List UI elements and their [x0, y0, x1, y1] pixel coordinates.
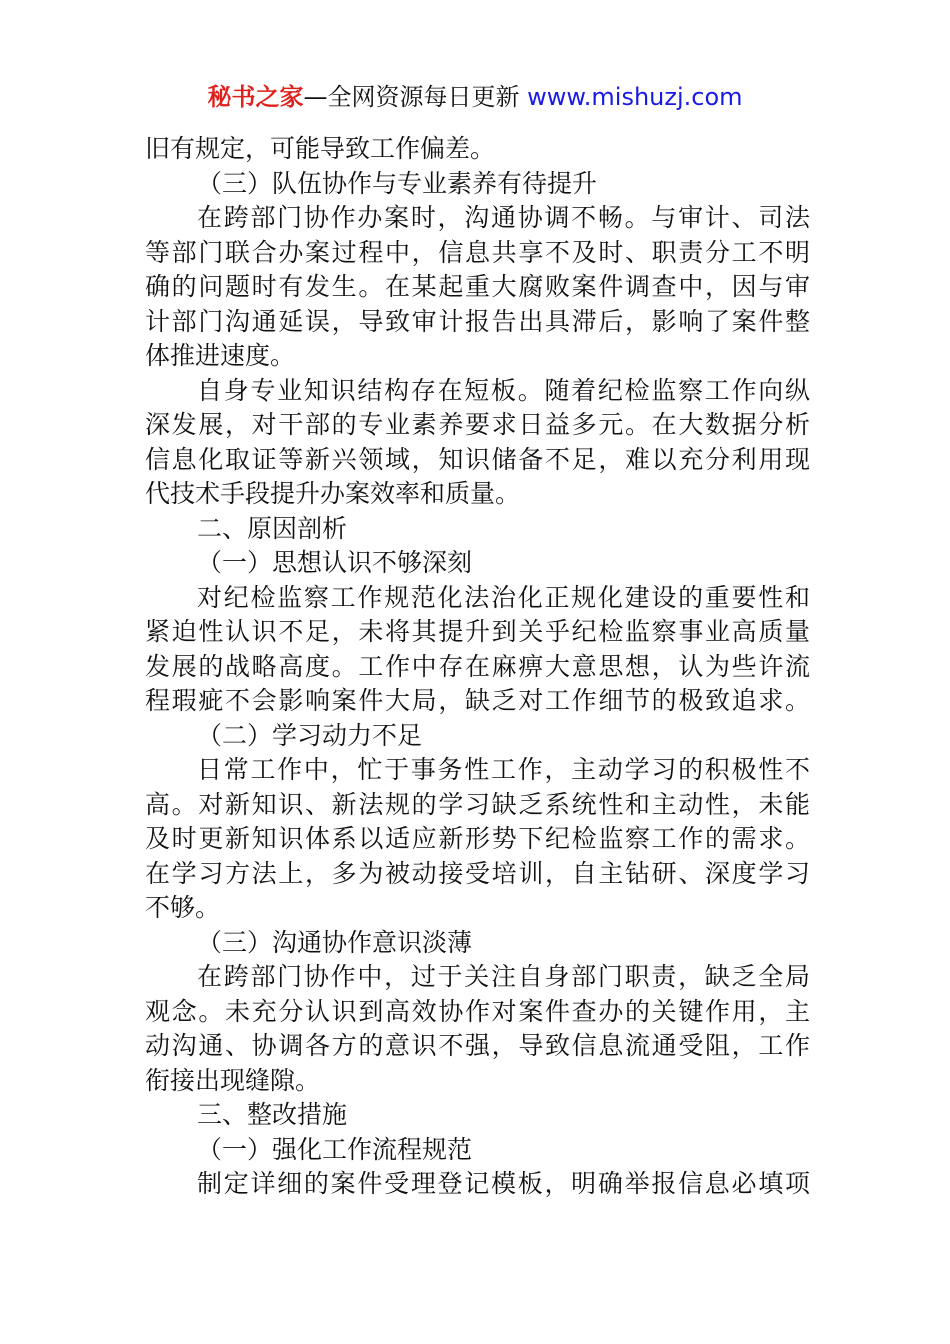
- text-line: 等部门联合办案过程中，信息共享不及时、职责分工不明: [145, 237, 810, 267]
- text-line: 紧迫性认识不足，未将其提升到关乎纪检监察事业高质量: [145, 617, 810, 646]
- text-line: 观念。未充分认识到高效协作对案件查办的关键作用，主: [145, 996, 810, 1026]
- text-line: 动沟通、协调各方的意识不强，导致信息流通受阻，工作: [145, 1031, 810, 1060]
- site-url[interactable]: www.mishuzj.com: [527, 83, 743, 111]
- text-line: （三）队伍协作与专业素养有待提升: [197, 168, 598, 198]
- text-line: 确的问题时有发生。在某起重大腐败案件调查中，因与审: [145, 272, 810, 301]
- site-header: [0, 80, 950, 114]
- text-line: 二、原因剖析: [197, 513, 348, 543]
- text-line: 对纪检监察工作规范化法治化正规化建设的重要性和: [197, 582, 810, 612]
- site-brand: 秘书之家: [207, 83, 304, 111]
- text-line: 计部门沟通延误，导致审计报告出具滞后，影响了案件整: [145, 306, 810, 336]
- text-line: 高。对新知识、新法规的学习缺乏系统性和主动性，未能: [145, 789, 810, 819]
- text-line: （三）沟通协作意识淡薄: [197, 927, 473, 957]
- text-line: 自身专业知识结构存在短板。随着纪检监察工作向纵: [197, 375, 810, 405]
- text-line: （一）思想认识不够深刻: [197, 548, 473, 577]
- text-line: 制定详细的案件受理登记模板，明确举报信息必填项: [197, 1169, 810, 1198]
- text-line: 程瑕疵不会影响案件大局，缺乏对工作细节的极致追求。: [145, 686, 810, 715]
- text-line: 体推进速度。: [145, 341, 296, 370]
- text-line: 代技术手段提升办案效率和质量。: [145, 479, 521, 508]
- text-line: 三、整改措施: [197, 1100, 348, 1129]
- text-line: （一）强化工作流程规范: [197, 1134, 473, 1164]
- text-line: 及时更新知识体系以适应新形势下纪检监察工作的需求。: [145, 824, 810, 853]
- site-tagline: —全网资源每日更新: [303, 83, 528, 111]
- text-line: 在跨部门协作办案时，沟通协调不畅。与审计、司法: [197, 203, 810, 232]
- text-line: 日常工作中，忙于事务性工作，主动学习的积极性不: [197, 755, 810, 784]
- text-line: 衔接出现缝隙。: [145, 1065, 321, 1095]
- text-line: 发展的战略高度。工作中存在麻痹大意思想，认为些许流: [145, 651, 810, 681]
- text-line: 在学习方法上，多为被动接受培训，自主钻研、深度学习: [145, 858, 810, 888]
- text-line: 在跨部门协作中，过于关注自身部门职责，缺乏全局: [197, 962, 810, 991]
- text-line: 旧有规定，可能导致工作偏差。: [145, 134, 496, 163]
- text-line: （二）学习动力不足: [197, 720, 423, 750]
- text-line: 深发展，对干部的专业素养要求日益多元。在大数据分析: [145, 410, 810, 439]
- text-line: 信息化取证等新兴领域，知识储备不足，难以充分利用现: [145, 444, 810, 474]
- document-body: [145, 132, 810, 1202]
- text-line: 不够。: [145, 893, 221, 922]
